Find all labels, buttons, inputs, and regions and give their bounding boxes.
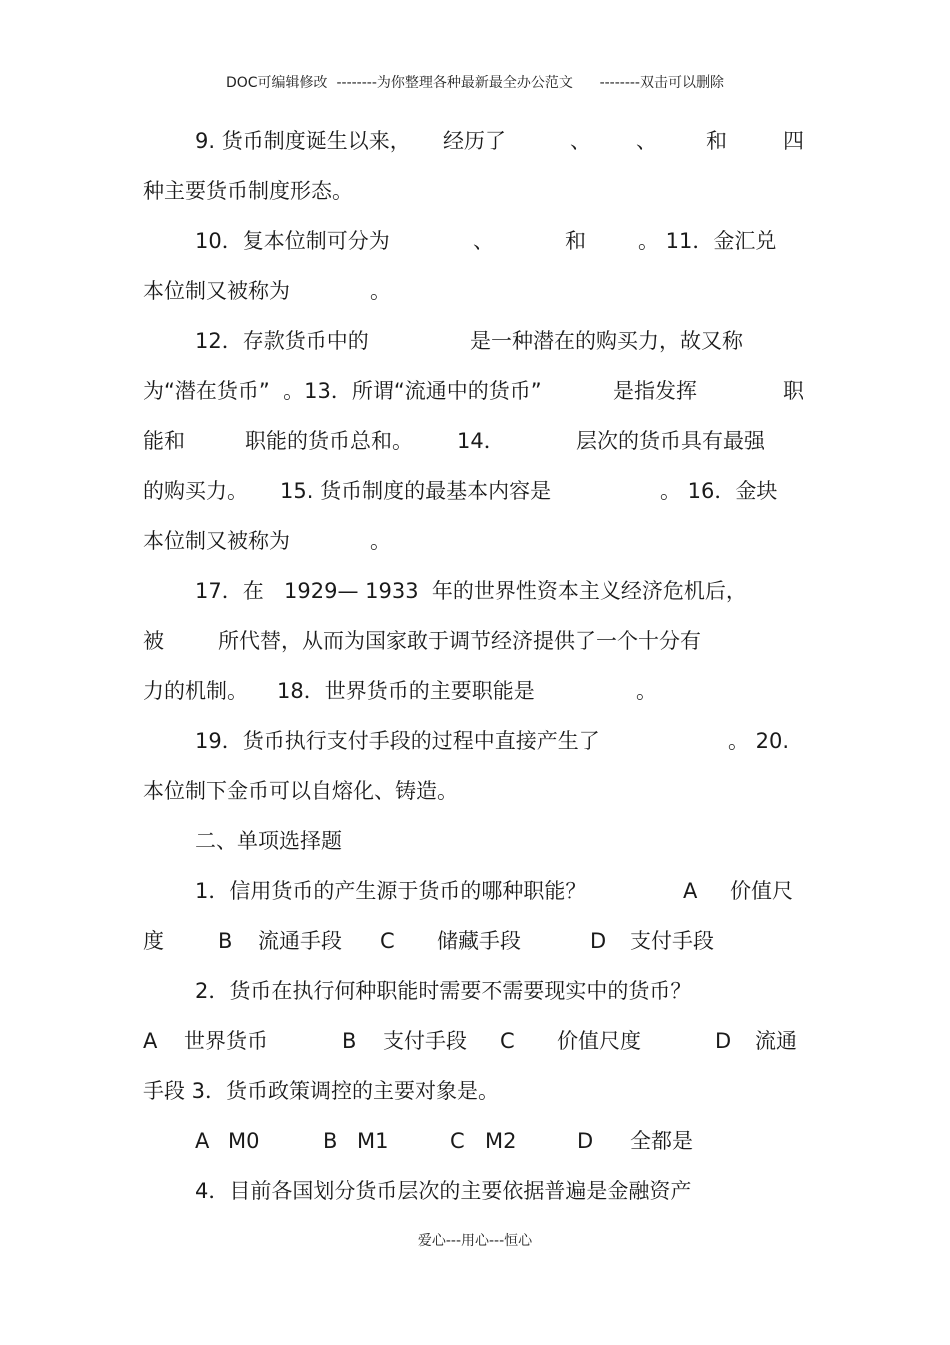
text-fragment: 2．货币在执行何种职能时需要不需要现实中的货币？ xyxy=(195,979,692,1003)
text-fragment: 、 xyxy=(636,129,657,153)
option-text: 价值尺 xyxy=(730,879,793,903)
text-fragment: 能和 xyxy=(143,429,185,453)
option-text: 支付手段 xyxy=(383,1029,467,1053)
option-text: 支付手段 xyxy=(630,929,714,953)
text-fragment: 1929— 1933 年的世界性资本主义经济危机后， xyxy=(284,579,747,603)
text-fragment: 力的机制。 xyxy=(143,679,248,703)
option-letter: D xyxy=(715,1029,732,1053)
text-fragment: 9. 货币制度诞生以来， xyxy=(195,129,411,153)
text-fragment: 10．复本位制可分为 xyxy=(195,229,390,253)
option-text: 流通手段 xyxy=(258,929,342,953)
option-letter: D xyxy=(577,1129,594,1153)
text-fragment: 。 16．金块 xyxy=(660,479,778,503)
text-fragment: 18．世界货币的主要职能是 xyxy=(277,679,535,703)
option-letter: B xyxy=(218,929,233,953)
text-fragment: 、 xyxy=(570,129,591,153)
option-text: 价值尺度 xyxy=(557,1029,641,1053)
text-fragment: 15. 货币制度的最基本内容是 xyxy=(280,479,552,503)
option-letter: B xyxy=(323,1129,338,1153)
option-text: M0 xyxy=(228,1129,260,1153)
option-letter: C xyxy=(500,1029,515,1053)
option-letter: C xyxy=(380,929,395,953)
option-letter: D xyxy=(590,929,607,953)
text-fragment: 17．在 xyxy=(195,579,264,603)
text-fragment: 所代替，从而为国家敢于调节经济提供了一个十分有 xyxy=(218,629,701,653)
text-fragment: 本位制又被称为 xyxy=(143,529,290,553)
text-fragment: 度 xyxy=(143,929,164,953)
text-fragment: 和 xyxy=(565,229,586,253)
text-fragment: 和 xyxy=(706,129,727,153)
text-fragment: 、 xyxy=(473,229,494,253)
text-fragment: 。 xyxy=(370,529,391,553)
option-letter: A xyxy=(195,1129,210,1153)
option-text: 世界货币 xyxy=(184,1029,268,1053)
option-letter: A xyxy=(683,879,698,903)
text-fragment: 12．存款货币中的 xyxy=(195,329,369,353)
text-fragment: 层次的货币具有最强 xyxy=(576,429,765,453)
text-fragment: 。 11．金汇兑 xyxy=(638,229,777,253)
text-fragment: 19．货币执行支付手段的过程中直接产生了 xyxy=(195,729,600,753)
text-fragment: 。 xyxy=(636,679,657,703)
option-text: M1 xyxy=(357,1129,389,1153)
text-fragment: 种主要货币制度形态。 xyxy=(143,179,353,203)
text-fragment: 本位制又被称为 xyxy=(143,279,290,303)
option-letter: A xyxy=(143,1029,158,1053)
text-fragment: 的购买力。 xyxy=(143,479,248,503)
page-footer: 爱心---用心---恒心 xyxy=(417,1233,533,1249)
text-fragment: 经历了 xyxy=(443,129,506,153)
text-fragment: 。 xyxy=(370,279,391,303)
text-fragment: 职 xyxy=(783,379,804,403)
text-fragment: 4．目前各国划分货币层次的主要依据普遍是金融资产 xyxy=(195,1179,692,1203)
page-header: DOC可编辑修改 --------为你整理各种最新最全办公范文 --------双击可以删除 xyxy=(225,75,724,91)
text-fragment: 是一种潜在的购买力，故又称 xyxy=(470,329,743,353)
option-text: 全都是 xyxy=(630,1129,693,1153)
text-fragment: 是指发挥 xyxy=(613,379,697,403)
option-text: 流通 xyxy=(755,1029,797,1053)
option-letter: B xyxy=(342,1029,357,1053)
text-fragment: 被 xyxy=(143,629,164,653)
text-fragment: 手段 3．货币政策调控的主要对象是。 xyxy=(143,1079,500,1103)
option-text: M2 xyxy=(485,1129,517,1153)
text-fragment: 四 xyxy=(783,129,804,153)
text-fragment: 为“潜在货币” 。13．所谓“流通中的货币” xyxy=(143,379,542,403)
text-fragment: 1．信用货币的产生源于货币的哪种职能？ xyxy=(195,879,587,903)
section-heading: 二、单项选择题 xyxy=(195,829,342,853)
text-fragment: 本位制下金币可以自熔化、铸造。 xyxy=(143,779,458,803)
text-fragment: 职能的货币总和。 xyxy=(245,429,413,453)
option-text: 储藏手段 xyxy=(437,929,521,953)
text-fragment: 14． xyxy=(457,429,505,453)
text-fragment: 。 20. xyxy=(728,729,790,753)
option-letter: C xyxy=(450,1129,465,1153)
